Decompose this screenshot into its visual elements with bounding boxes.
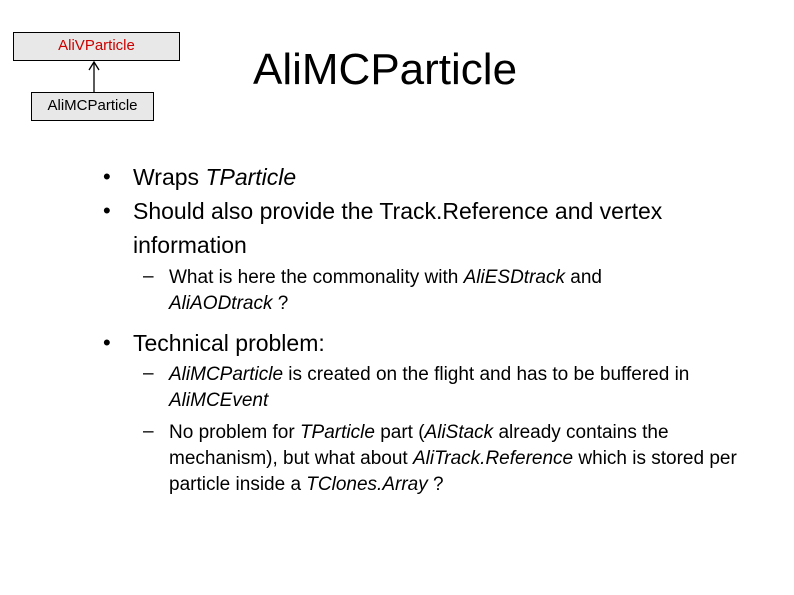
bullet-marker: • xyxy=(103,198,111,223)
italic-code-term: AliStack xyxy=(424,422,494,443)
bullet-marker: • xyxy=(103,164,111,189)
italic-code-term: AliMCParticle xyxy=(169,364,284,385)
italic-code-term: AliESDtrack xyxy=(463,267,565,288)
text-segment: and xyxy=(564,267,602,288)
text-segment: part ( xyxy=(374,422,425,443)
text-segment: Technical problem: xyxy=(133,330,325,356)
italic-code-term: AliMCEvent xyxy=(169,390,269,411)
bullet-2-text xyxy=(133,194,743,262)
sub-bullet-marker: – xyxy=(143,363,154,384)
text-segment: Should also provide the Track.Reference and vertex information xyxy=(133,198,663,258)
bullet-3-text xyxy=(133,326,743,360)
bullet-3-sub-1-text xyxy=(169,362,769,414)
text-segment: ? xyxy=(272,293,289,314)
italic-code-term: AliTrack.Reference xyxy=(412,448,574,469)
text-segment: already contains the mechanism), but what about xyxy=(169,422,669,469)
sub-bullet-marker: – xyxy=(143,266,154,287)
text-segment: Wraps xyxy=(133,164,206,190)
text-segment: What is here the commonality with xyxy=(169,267,464,288)
text-segment: No problem for xyxy=(169,422,300,443)
sub-bullet-marker: – xyxy=(143,421,154,442)
text-segment: ? xyxy=(427,474,444,495)
bullet-2-sub-1-text xyxy=(169,265,709,317)
bullet-1-text xyxy=(133,160,753,194)
text-segment: which is stored per particle inside a xyxy=(169,448,737,495)
child-class-label: AliMCParticle xyxy=(47,97,138,114)
bullet-3-sub-2-text xyxy=(169,420,769,498)
child-class-box xyxy=(31,92,154,121)
italic-code-term: TParticle xyxy=(299,422,375,443)
italic-code-term: TClones.Array xyxy=(306,474,428,495)
parent-class-label: AliVParticle xyxy=(58,37,135,54)
inheritance-arrow xyxy=(80,55,110,95)
slide-title: AliMCParticle xyxy=(253,45,518,94)
italic-code-term: AliAODtrack xyxy=(169,293,273,314)
bullet-marker: • xyxy=(103,330,111,355)
text-segment: is created on the flight and has to be buffered in xyxy=(283,364,690,385)
italic-code-term: TParticle xyxy=(205,164,297,190)
